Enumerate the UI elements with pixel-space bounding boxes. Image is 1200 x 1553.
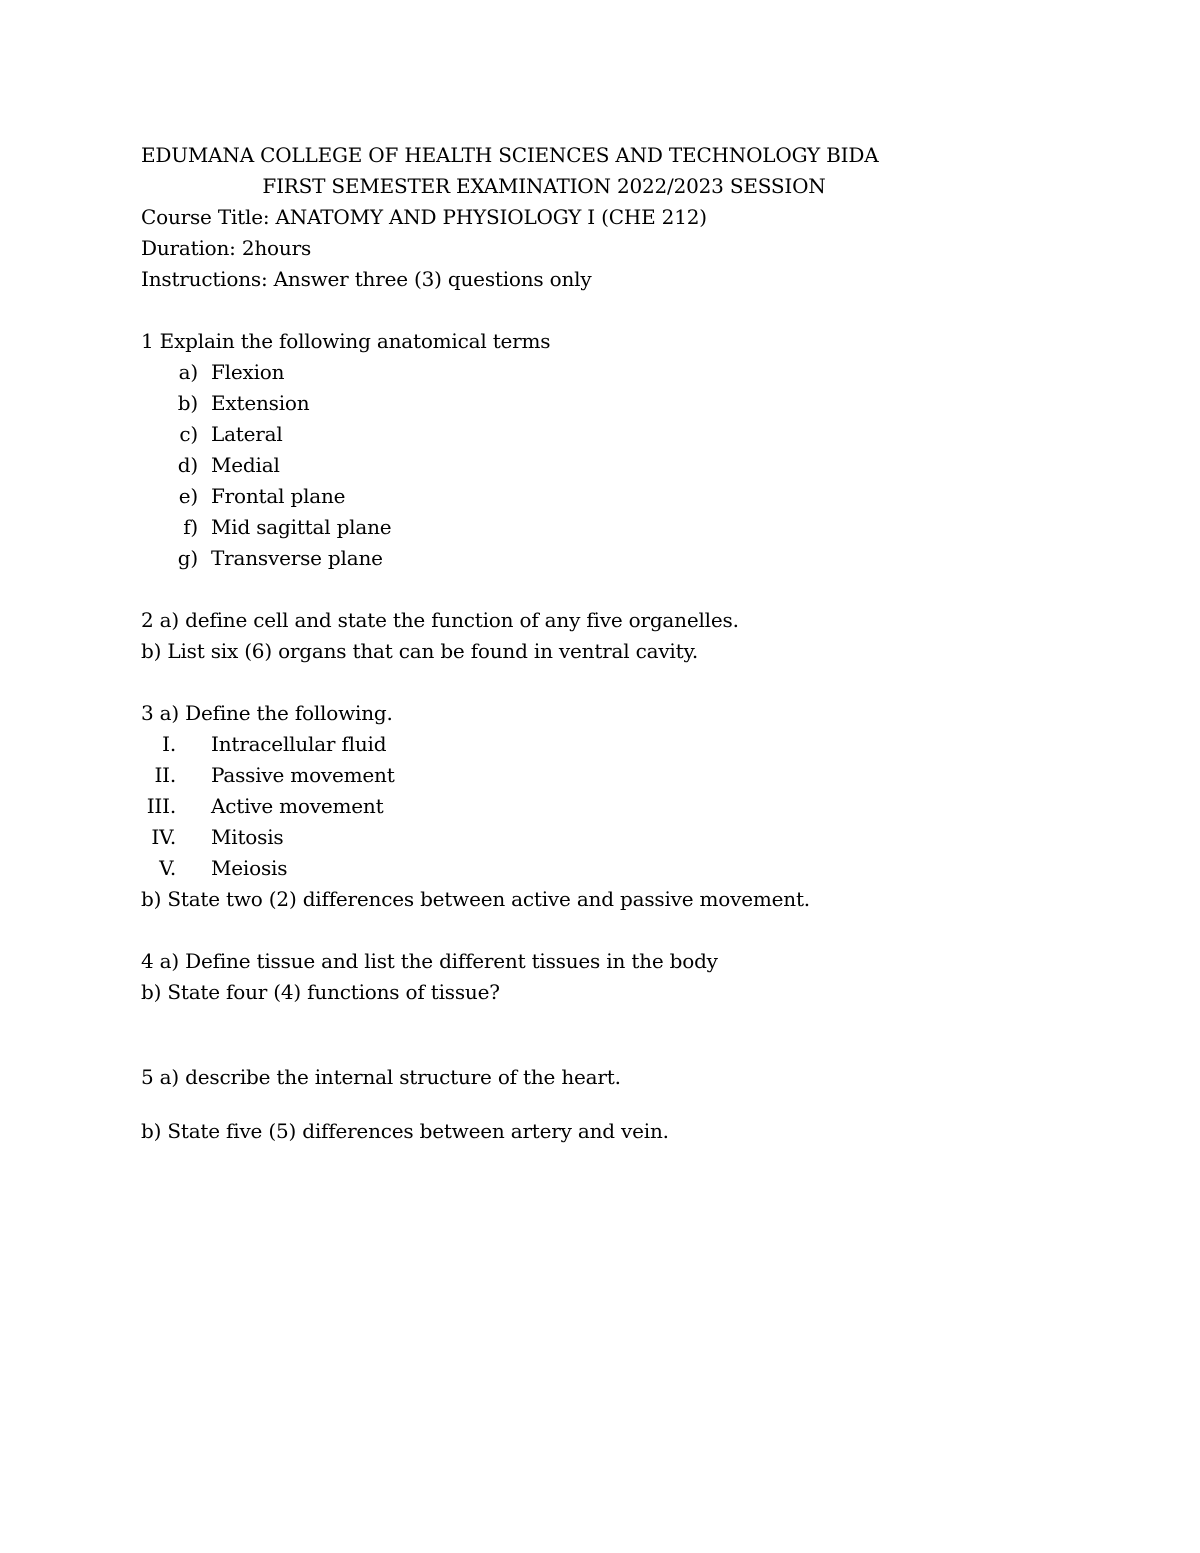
question-3-list [141,729,1061,884]
list-item [141,357,1061,388]
list-item [141,760,1061,791]
question-2-part-a: 2 a) define cell and state the function of any five organelles. [141,608,739,632]
list-item-text: Transverse plane [211,546,383,570]
list-item [141,450,1061,481]
exam-content [141,140,1061,1147]
question-3-part-b: b) State two (2) differences between active and passive movement. [141,887,810,911]
list-item-text: Intracellular fluid [211,732,387,756]
institution-name: EDUMANA COLLEGE OF HEALTH SCIENCES AND TECHNOLOGY BIDA [141,143,879,167]
list-marker: c) [179,422,198,446]
list-item-text: Mid sagittal plane [211,515,392,539]
question-1-list [141,357,1061,574]
list-marker: V. [159,856,176,880]
list-item-text: Flexion [211,360,285,384]
list-item-text: Meiosis [211,856,288,880]
list-item [141,512,1061,543]
question-5-part-b: b) State five (5) differences between artery and vein. [141,1119,669,1143]
list-item [141,791,1061,822]
list-item-text: Active movement [211,794,384,818]
list-marker: II. [154,763,176,787]
list-item [141,481,1061,512]
list-item-text: Medial [211,453,280,477]
list-marker: g) [177,546,198,570]
list-item-text: Passive movement [211,763,395,787]
list-marker: d) [177,453,198,477]
list-item-text: Lateral [211,422,283,446]
question-4-part-b: b) State four (4) functions of tissue? [141,980,500,1004]
list-marker: IV. [151,825,176,849]
course-title: Course Title: ANATOMY AND PHYSIOLOGY I (CHE 212) [141,205,707,229]
exam-title: FIRST SEMESTER EXAMINATION 2022/2023 SESSION [262,174,826,198]
spacer [141,1093,1061,1116]
list-item [141,419,1061,450]
list-marker: III. [146,794,176,818]
question-2-part-b: b) List six (6) organs that can be found in ventral cavity. [141,639,699,663]
question-4-part-a: 4 a) Define tissue and list the different tissues in the body [141,949,718,973]
list-item-text: Mitosis [211,825,284,849]
list-item [141,729,1061,760]
list-item-text: Frontal plane [211,484,346,508]
instructions: Instructions: Answer three (3) questions only [141,267,592,291]
spacer [141,574,1061,605]
question-3-part-a: 3 a) Define the following. [141,701,393,725]
list-marker: f) [183,515,198,539]
question-1-prompt: 1 Explain the following anatomical terms [141,329,551,353]
spacer [141,915,1061,946]
list-item-text: Extension [211,391,310,415]
spacer [141,667,1061,698]
list-marker: I. [162,732,176,756]
list-item [141,543,1061,574]
list-marker: b) [177,391,198,415]
spacer [141,295,1061,326]
question-5-part-a: 5 a) describe the internal structure of the heart. [141,1065,621,1089]
list-item [141,388,1061,419]
list-marker: a) [178,360,198,384]
duration: Duration: 2hours [141,236,312,260]
list-marker: e) [178,484,198,508]
list-item [141,853,1061,884]
list-item [141,822,1061,853]
spacer [141,1008,1061,1062]
